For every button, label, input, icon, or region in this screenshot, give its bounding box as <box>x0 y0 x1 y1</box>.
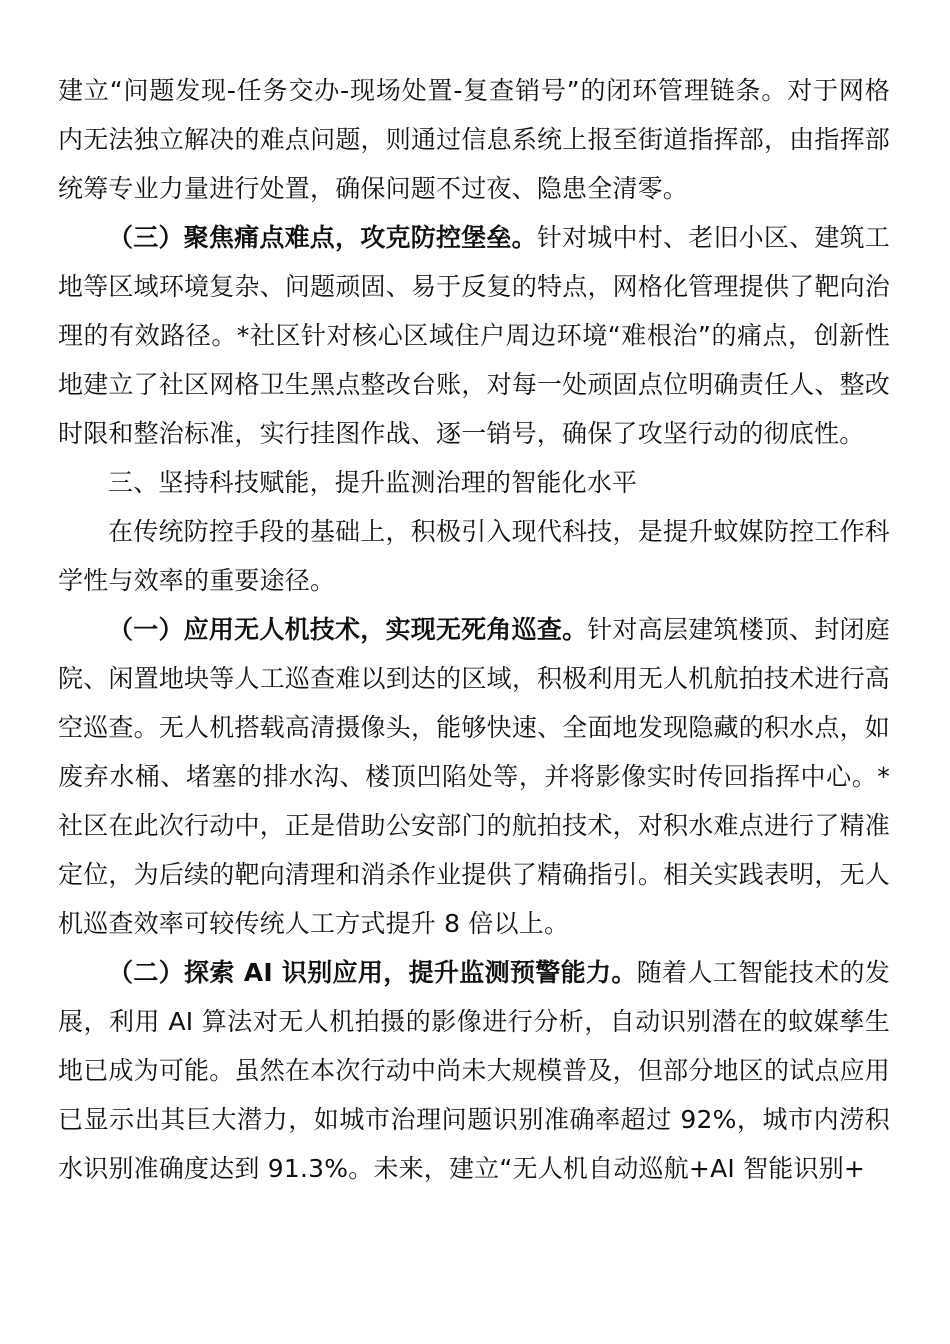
paragraph-drone <box>58 605 890 948</box>
paragraph-text: 针对城中村、老旧小区、建筑工地等区域环境复杂、问题顽固、易于反复的特点，网格化管理提供了靶向治理的有效路径。*社区针对核心区域住户周边环境“难根治”的痛点，创新性地建立了社区网格卫生黑点整改台账，对每一处顽固点位明确责任人、整改时限和整治标准，实行挂图作战、逐一销号，确保了攻坚行动的彻底性。 <box>58 223 890 448</box>
section-heading-tech <box>58 458 890 507</box>
paragraph-pain-points <box>58 213 890 458</box>
paragraph-text: 随着人工智能技术的发展，利用 AI 算法对无人机拍摄的影像进行分析，自动识别潜在的蚊媒孳生地已成为可能。虽然在本次行动中尚未大规模普及，但部分地区的试点应用已显示出其巨大潜力，如城市治理问题识别准确率超过 92%，城市内涝积水识别准确度达到 91.3%。未来，建立“无人机自动巡航+AI 智能识别+ <box>58 958 890 1183</box>
section-heading-text: 三、坚持科技赋能，提升监测治理的智能化水平 <box>108 468 638 497</box>
paragraph-text: 在传统防控手段的基础上，积极引入现代科技，是提升蚊媒防控工作科学性与效率的重要途径。 <box>58 517 890 595</box>
paragraph-bold-lead: （三）聚焦痛点难点，攻克防控堡垒。 <box>108 223 537 252</box>
paragraph-bold-lead: （一）应用无人机技术，实现无死角巡查。 <box>108 615 588 644</box>
paragraph-text: 针对高层建筑楼顶、封闭庭院、闲置地块等人工巡查难以到达的区域，积极利用无人机航拍技术进行高空巡查。无人机搭载高清摄像头，能够快速、全面地发现隐藏的积水点，如废弃水桶、堵塞的排水沟、楼顶凹陷处等，并将影像实时传回指挥中心。*社区在此次行动中，正是借助公安部门的航拍技术，对积水难点进行了精准定位，为后续的靶向清理和消杀作业提供了精确指引。相关实践表明，无人机巡查效率可较传统人工方式提升 8 倍以上。 <box>58 615 890 938</box>
paragraph-tech-intro <box>58 507 890 605</box>
paragraph-bold-lead: （二）探索 AI 识别应用，提升监测预警能力。 <box>108 958 637 987</box>
paragraph-ai <box>58 948 890 1193</box>
document-body <box>58 66 890 1193</box>
paragraph-closed-loop <box>58 66 890 213</box>
paragraph-text: 建立“问题发现-任务交办-现场处置-复查销号”的闭环管理链条。对于网格内无法独立解决的难点问题，则通过信息系统上报至街道指挥部，由指挥部统筹专业力量进行处置，确保问题不过夜、隐患全清零。 <box>58 76 890 203</box>
